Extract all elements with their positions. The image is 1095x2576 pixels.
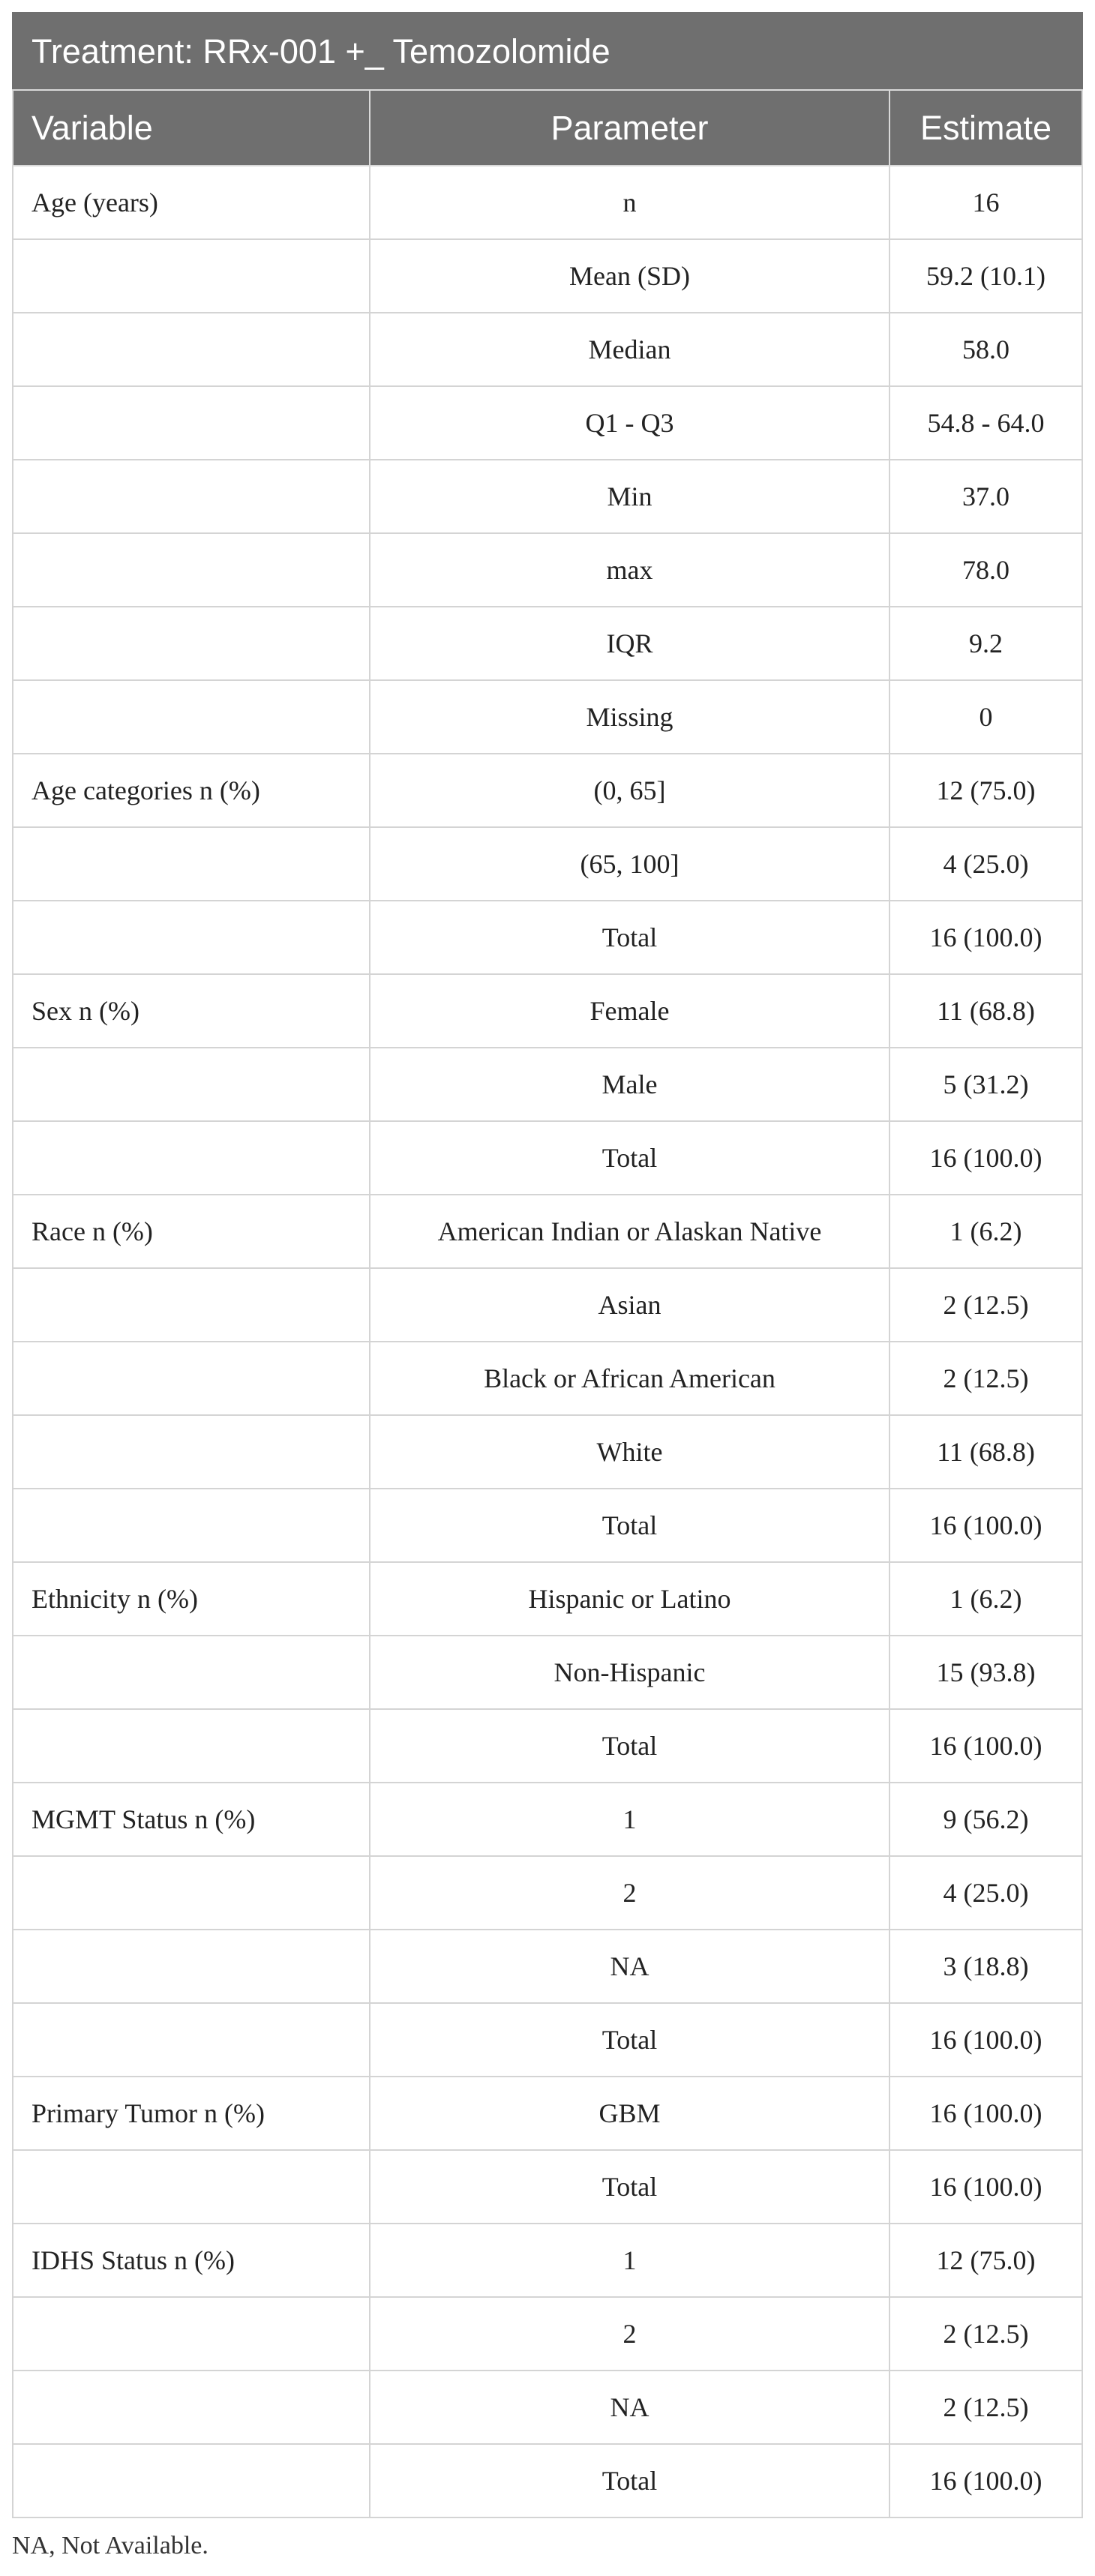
cell-variable	[13, 1268, 370, 1342]
cell-estimate: 16 (100.0)	[890, 1709, 1082, 1783]
table-row	[13, 754, 1082, 827]
cell-variable	[13, 680, 370, 754]
cell-estimate: 16	[890, 166, 1082, 239]
cell-estimate: 1 (6.2)	[890, 1562, 1082, 1636]
cell-estimate: 78.0	[890, 533, 1082, 607]
cell-variable	[13, 460, 370, 533]
cell-parameter: Q1 - Q3	[370, 386, 890, 460]
cell-parameter: Asian	[370, 1268, 890, 1342]
table-row	[13, 974, 1082, 1048]
cell-parameter: Min	[370, 460, 890, 533]
table-row	[13, 1121, 1082, 1195]
cell-variable: Age (years)	[13, 166, 370, 239]
cell-variable	[13, 386, 370, 460]
table-row	[13, 1415, 1082, 1489]
cell-estimate: 58.0	[890, 313, 1082, 386]
cell-estimate: 15 (93.8)	[890, 1636, 1082, 1709]
table-row	[13, 1342, 1082, 1415]
cell-variable	[13, 2371, 370, 2444]
cell-variable	[13, 1415, 370, 1489]
cell-parameter: White	[370, 1415, 890, 1489]
cell-variable	[13, 2297, 370, 2371]
cell-variable	[13, 901, 370, 974]
cell-estimate: 9.2	[890, 607, 1082, 680]
cell-variable	[13, 239, 370, 313]
cell-parameter: max	[370, 533, 890, 607]
table-row	[13, 1930, 1082, 2003]
cell-parameter: Total	[370, 2003, 890, 2077]
cell-estimate: 11 (68.8)	[890, 1415, 1082, 1489]
table-row	[13, 460, 1082, 533]
cell-variable	[13, 1709, 370, 1783]
cell-variable	[13, 2444, 370, 2518]
table-row	[13, 1562, 1082, 1636]
cell-estimate: 2 (12.5)	[890, 2371, 1082, 2444]
cell-parameter: 2	[370, 1856, 890, 1930]
table-row	[13, 827, 1082, 901]
cell-parameter: Total	[370, 1121, 890, 1195]
cell-parameter: (0, 65]	[370, 754, 890, 827]
table-header-row	[13, 90, 1082, 166]
cell-parameter: American Indian or Alaskan Native	[370, 1195, 890, 1268]
cell-parameter: Female	[370, 974, 890, 1048]
cell-estimate: 2 (12.5)	[890, 1342, 1082, 1415]
cell-parameter: Hispanic or Latino	[370, 1562, 890, 1636]
cell-estimate: 4 (25.0)	[890, 1856, 1082, 1930]
cell-parameter: GBM	[370, 2077, 890, 2150]
table-row	[13, 2444, 1082, 2518]
cell-parameter: Non-Hispanic	[370, 1636, 890, 1709]
table-row	[13, 2297, 1082, 2371]
cell-parameter: Median	[370, 313, 890, 386]
cell-parameter: IQR	[370, 607, 890, 680]
cell-estimate: 2 (12.5)	[890, 2297, 1082, 2371]
cell-variable	[13, 1636, 370, 1709]
cell-estimate: 16 (100.0)	[890, 2003, 1082, 2077]
table-row	[13, 1048, 1082, 1121]
cell-estimate: 12 (75.0)	[890, 754, 1082, 827]
table-row	[13, 533, 1082, 607]
cell-variable	[13, 607, 370, 680]
table-row	[13, 239, 1082, 313]
table-row	[13, 1489, 1082, 1562]
table-row	[13, 2371, 1082, 2444]
cell-parameter: Total	[370, 2444, 890, 2518]
table-row	[13, 607, 1082, 680]
cell-variable: Sex n (%)	[13, 974, 370, 1048]
cell-estimate: 9 (56.2)	[890, 1783, 1082, 1856]
cell-estimate: 5 (31.2)	[890, 1048, 1082, 1121]
cell-parameter: Missing	[370, 680, 890, 754]
cell-estimate: 1 (6.2)	[890, 1195, 1082, 1268]
cell-variable	[13, 1856, 370, 1930]
cell-estimate: 12 (75.0)	[890, 2224, 1082, 2297]
table-row	[13, 2077, 1082, 2150]
table-body	[13, 166, 1082, 2518]
table-row	[13, 901, 1082, 974]
table-title-row	[13, 13, 1082, 90]
cell-variable	[13, 1342, 370, 1415]
cell-variable: IDHS Status n (%)	[13, 2224, 370, 2297]
cell-estimate: 54.8 - 64.0	[890, 386, 1082, 460]
cell-estimate: 37.0	[890, 460, 1082, 533]
cell-parameter: (65, 100]	[370, 827, 890, 901]
cell-variable	[13, 313, 370, 386]
cell-variable	[13, 1048, 370, 1121]
cell-parameter: Black or African American	[370, 1342, 890, 1415]
cell-estimate: 16 (100.0)	[890, 2150, 1082, 2224]
table-row	[13, 2003, 1082, 2077]
cell-variable	[13, 1930, 370, 2003]
table-row	[13, 1636, 1082, 1709]
table-row	[13, 1268, 1082, 1342]
cell-parameter: Total	[370, 1489, 890, 1562]
table-row	[13, 2224, 1082, 2297]
cell-parameter: Male	[370, 1048, 890, 1121]
cell-estimate: 16 (100.0)	[890, 1489, 1082, 1562]
cell-estimate: 0	[890, 680, 1082, 754]
table-row	[13, 2150, 1082, 2224]
cell-parameter: n	[370, 166, 890, 239]
cell-estimate: 3 (18.8)	[890, 1930, 1082, 2003]
cell-parameter: Total	[370, 1709, 890, 1783]
cell-estimate: 4 (25.0)	[890, 827, 1082, 901]
cell-parameter: Total	[370, 2150, 890, 2224]
table-row	[13, 1856, 1082, 1930]
cell-parameter: NA	[370, 2371, 890, 2444]
cell-variable: Race n (%)	[13, 1195, 370, 1268]
table-row	[13, 166, 1082, 239]
cell-variable	[13, 533, 370, 607]
cell-estimate: 2 (12.5)	[890, 1268, 1082, 1342]
table-row	[13, 1709, 1082, 1783]
cell-parameter: 1	[370, 1783, 890, 1856]
cell-estimate: 59.2 (10.1)	[890, 239, 1082, 313]
table-row	[13, 386, 1082, 460]
column-header-estimate: Estimate	[890, 90, 1082, 166]
table-footnote: NA, Not Available.	[12, 2532, 208, 2560]
cell-variable: Age categories n (%)	[13, 754, 370, 827]
table-container	[12, 12, 1082, 2518]
cell-parameter: 1	[370, 2224, 890, 2297]
cell-variable	[13, 2003, 370, 2077]
table-title: Treatment: RRx-001 +_ Temozolomide	[13, 13, 1082, 90]
cell-estimate: 16 (100.0)	[890, 1121, 1082, 1195]
cell-variable: MGMT Status n (%)	[13, 1783, 370, 1856]
cell-parameter: 2	[370, 2297, 890, 2371]
cell-estimate: 16 (100.0)	[890, 2077, 1082, 2150]
cell-estimate: 11 (68.8)	[890, 974, 1082, 1048]
column-header-parameter: Parameter	[370, 90, 890, 166]
table-row	[13, 1195, 1082, 1268]
cell-variable	[13, 1489, 370, 1562]
cell-variable	[13, 1121, 370, 1195]
cell-variable: Primary Tumor n (%)	[13, 2077, 370, 2150]
cell-variable	[13, 827, 370, 901]
cell-variable: Ethnicity n (%)	[13, 1562, 370, 1636]
cell-parameter: NA	[370, 1930, 890, 2003]
cell-estimate: 16 (100.0)	[890, 2444, 1082, 2518]
table-row	[13, 313, 1082, 386]
cell-parameter: Total	[370, 901, 890, 974]
table-row	[13, 1783, 1082, 1856]
table-row	[13, 680, 1082, 754]
column-header-variable: Variable	[13, 90, 370, 166]
cell-parameter: Mean (SD)	[370, 239, 890, 313]
demographics-table	[12, 12, 1083, 2518]
cell-variable	[13, 2150, 370, 2224]
cell-estimate: 16 (100.0)	[890, 901, 1082, 974]
